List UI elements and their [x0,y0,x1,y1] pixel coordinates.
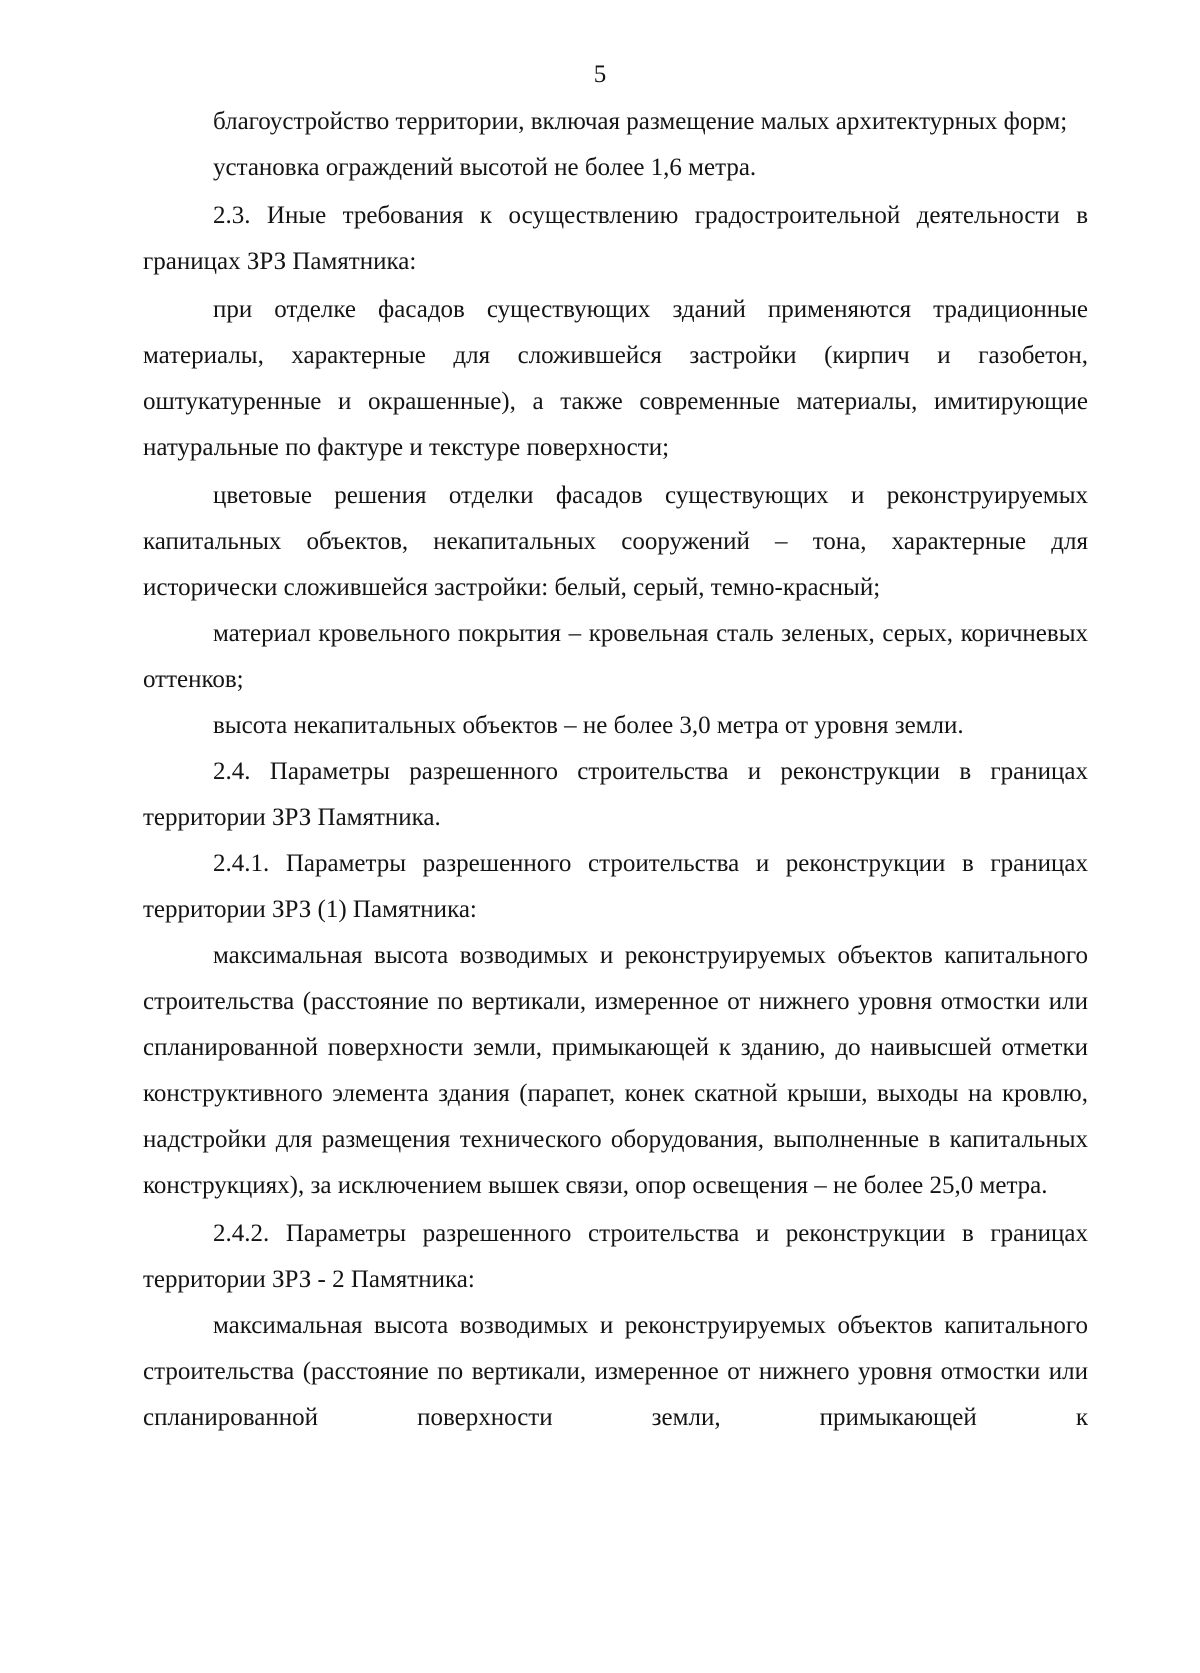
paragraph-max-height-zrz-1: максимальная высота возводимых и реконструируемых объектов капитального строительства (расстояние по вертикали, измеренное от нижнего уровня отмостки или спланированной поверхности земли, примыкающей к зданию, до наивысшей отметки конструктивного элемента здания (парапет, конек скатной крыши, выходы на кровлю, надстройки для размещения технического оборудования, выполненные в капитальных конструкциях), за исключением вышек связи, опор освещения – не более 25,0 метра. [143,942,1088,1199]
paragraph-section-2-4-2: 2.4.2. Параметры разрешенного строительства и реконструкции в границах территории ЗРЗ - 2 Памятника: [143,1220,1088,1293]
page-number: 5 [593,61,607,88]
paragraph-landscaping: благоустройство территории, включая размещение малых архитектурных форм; [213,108,1068,135]
paragraph-facade-colors: цветовые решения отделки фасадов существующих и реконструируемых капитальных объектов, некапитальных сооружений – тона, характерные для исторически сложившейся застройки: белый, серый, темно-красный; [143,482,1088,601]
paragraph-max-height-zrz-2: максимальная высота возводимых и реконструируемых объектов капитального строительства (расстояние по вертикали, измеренное от нижнего уровня отмостки или спланированной поверхности земли, примыкающей к [143,1312,1088,1431]
paragraph-section-2-4-1: 2.4.1. Параметры разрешенного строительства и реконструкции в границах территории ЗРЗ (1) Памятника: [143,850,1088,923]
paragraph-facade-materials: при отделке фасадов существующих зданий применяются традиционные материалы, характерные для сложившейся застройки (кирпич и газобетон, оштукатуренные и окрашенные), а также современные материалы, имитирующие натуральные по фактуре и текстуре поверхности; [143,296,1088,461]
paragraph-section-2-4: 2.4. Параметры разрешенного строительства и реконструкции в границах территории ЗРЗ Памятника. [143,758,1088,831]
paragraph-roofing: материал кровельного покрытия – кровельная сталь зеленых, серых, коричневых оттенков; [143,620,1088,693]
paragraph-section-2-3: 2.3. Иные требования к осуществлению градостроительной деятельности в границах ЗРЗ Памятника: [143,202,1088,275]
paragraph-fencing: установка ограждений высотой не более 1,6 метра. [213,154,757,181]
paragraph-noncapital-height: высота некапитальных объектов – не более 3,0 метра от уровня земли. [213,712,964,739]
document-body [143,99,1088,1441]
